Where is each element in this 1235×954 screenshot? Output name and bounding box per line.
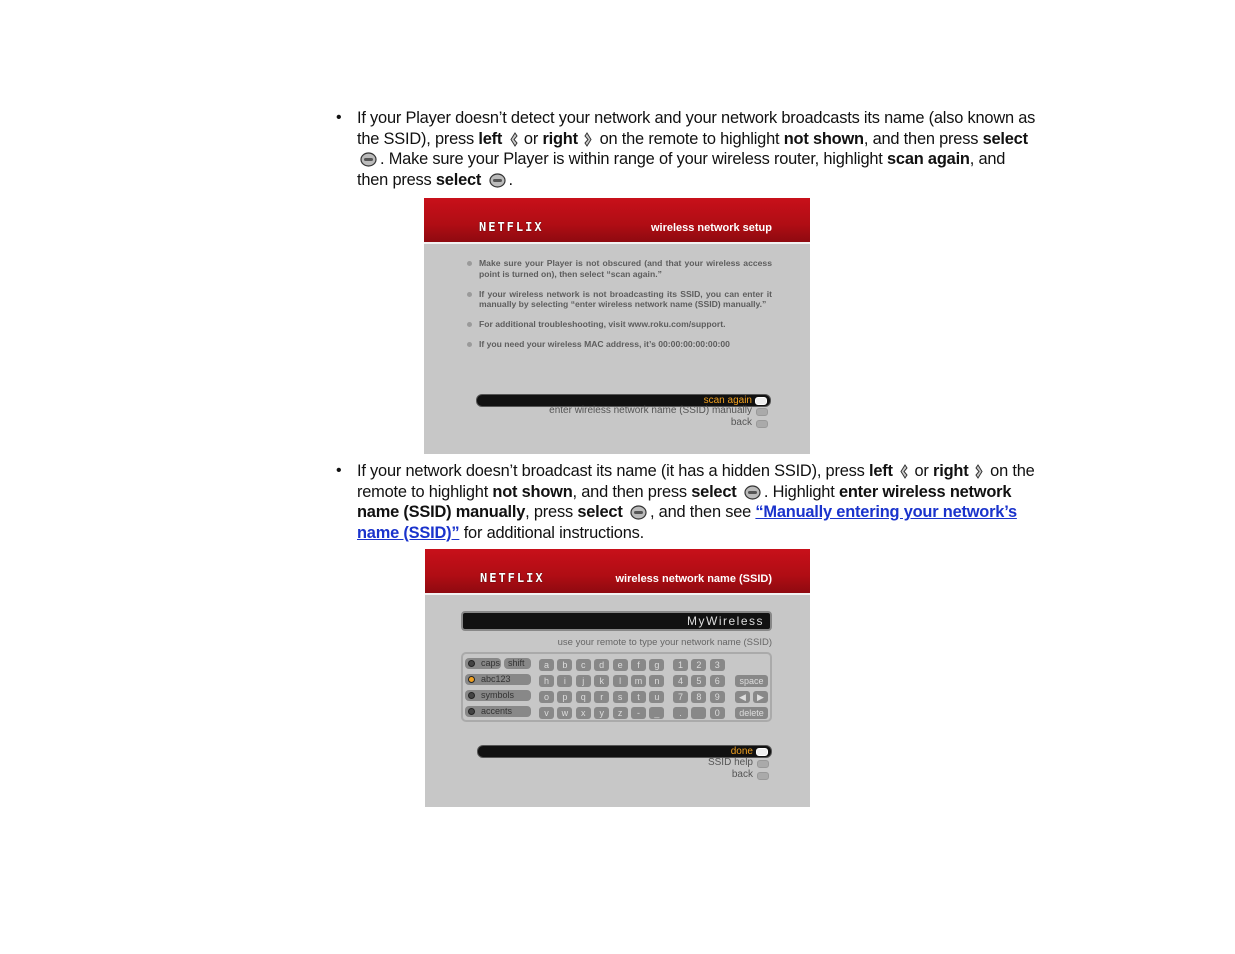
key-j[interactable]: j — [576, 675, 591, 687]
right-arrow-icon — [975, 464, 984, 479]
entry-hint: use your remote to type your network name (SSID) — [557, 637, 772, 648]
key-9[interactable]: 9 — [710, 691, 725, 703]
select-button-icon — [744, 485, 761, 500]
tip-item: If you need your wireless MAC address, it’s 00:00:00:00:00:00 — [479, 339, 772, 350]
tip-item: For additional troubleshooting, visit www.roku.com/support. — [479, 319, 772, 330]
right-arrow-icon — [584, 132, 593, 147]
paragraph-hidden-ssid: If your network doesn’t broadcast its name (it has a hidden SSID), press left or right on the remote to highlight not shown, and then press select . Highlight enter wireless network name (SSID) manually, press select , and then see “Manually entering your network’s name (SSID)” for additional instructions. — [357, 462, 1035, 542]
option-done[interactable]: done — [477, 745, 772, 758]
key-6[interactable]: 6 — [710, 675, 725, 687]
ssid-entry-field[interactable]: MyWireless — [461, 611, 772, 631]
bullet-marker-2: • — [336, 462, 342, 479]
screen-title: wireless network name (SSID) — [615, 573, 772, 585]
left-arrow-icon — [899, 464, 908, 479]
screen-header — [424, 198, 810, 244]
key-symbols[interactable]: symbols — [465, 690, 531, 701]
key-u[interactable]: u — [649, 691, 664, 703]
option-indicator — [756, 420, 768, 428]
option-indicator — [756, 408, 768, 416]
key-m[interactable]: m — [631, 675, 646, 687]
select-button-icon — [489, 173, 506, 188]
key-3[interactable]: 3 — [710, 659, 725, 671]
option-indicator — [755, 397, 767, 405]
key-v[interactable]: v — [539, 707, 554, 719]
onscreen-keyboard — [461, 652, 772, 722]
key-t[interactable]: t — [631, 691, 646, 703]
screen-header — [425, 549, 810, 595]
key-r[interactable]: r — [594, 691, 609, 703]
key-o[interactable]: o — [539, 691, 554, 703]
key-l[interactable]: l — [613, 675, 628, 687]
bullet-marker-1: • — [336, 109, 342, 126]
key-4[interactable]: 4 — [673, 675, 688, 687]
key-y[interactable]: y — [594, 707, 609, 719]
key-8[interactable]: 8 — [691, 691, 706, 703]
key-shift[interactable]: shift — [504, 658, 531, 669]
netflix-logo: NETFLIX — [480, 571, 545, 585]
key-0[interactable]: 0 — [710, 707, 725, 719]
tip-item: If your wireless network is not broadcasting its SSID, you can enter it manually by selecting “enter wireless network name (SSID) manually.” — [479, 288, 772, 310]
select-button-icon — [630, 505, 647, 520]
screen-title: wireless network setup — [650, 222, 772, 234]
key-caps[interactable]: caps — [465, 658, 501, 669]
key-z[interactable]: z — [613, 707, 628, 719]
key-b[interactable]: b — [557, 659, 572, 671]
netflix-logo: NETFLIX — [479, 220, 544, 234]
key-c[interactable]: c — [576, 659, 591, 671]
screenshot-wireless-network-setup — [424, 198, 810, 454]
manual-ssid-link[interactable]: “Manually entering your network’s name (SSID)” — [357, 503, 1017, 542]
key-underscore[interactable]: _ — [649, 707, 664, 719]
key-a[interactable]: a — [539, 659, 554, 671]
key-i[interactable]: i — [557, 675, 572, 687]
option-indicator — [757, 760, 769, 768]
key-period[interactable]: . — [673, 707, 688, 719]
key-dash[interactable]: - — [631, 707, 646, 719]
key-5[interactable]: 5 — [691, 675, 706, 687]
key-abc123[interactable]: abc123 — [465, 674, 531, 685]
option-indicator — [757, 772, 769, 780]
key-x[interactable]: x — [576, 707, 591, 719]
key-d[interactable]: d — [594, 659, 609, 671]
left-arrow-key-icon[interactable]: ◀ — [735, 691, 750, 703]
key-delete[interactable]: delete — [735, 707, 768, 719]
key-s[interactable]: s — [613, 691, 628, 703]
key-f[interactable]: f — [631, 659, 646, 671]
right-arrow-key-icon[interactable]: ▶ — [753, 691, 768, 703]
key-e[interactable]: e — [613, 659, 628, 671]
key-space[interactable]: space — [735, 675, 768, 687]
option-scan-again[interactable]: scan again — [476, 394, 771, 407]
key-2[interactable]: 2 — [691, 659, 706, 671]
key-n[interactable]: n — [649, 675, 664, 687]
key-h[interactable]: h — [539, 675, 554, 687]
key-p[interactable]: p — [557, 691, 572, 703]
option-enter-ssid-manually[interactable]: enter wireless network name (SSID) manually — [549, 405, 752, 416]
option-ssid-help[interactable]: SSID help — [707, 757, 753, 768]
select-button-icon — [360, 152, 377, 167]
key-k[interactable]: k — [594, 675, 609, 687]
left-arrow-icon — [509, 132, 518, 147]
screenshot-wireless-network-name — [425, 549, 810, 807]
key-7[interactable]: 7 — [673, 691, 688, 703]
option-indicator — [756, 748, 768, 756]
key-accents[interactable]: accents — [465, 706, 531, 717]
key-blank[interactable] — [691, 707, 706, 719]
key-1[interactable]: 1 — [673, 659, 688, 671]
tip-item: Make sure your Player is not obscured (and that your wireless access point is turned on), then select “scan again.” — [479, 258, 772, 279]
option-back[interactable]: back — [731, 769, 753, 780]
paragraph-scan-again: If your Player doesn’t detect your network and your network broadcasts its name (also known as the SSID), press left or right on the remote to highlight not shown, and then press select . Make sure your Player is within range of your wireless router, highlight scan again, and then press select . — [357, 109, 1036, 189]
tips-list — [479, 258, 772, 359]
key-w[interactable]: w — [557, 707, 572, 719]
option-back[interactable]: back — [730, 417, 752, 428]
key-q[interactable]: q — [576, 691, 591, 703]
key-g[interactable]: g — [649, 659, 664, 671]
